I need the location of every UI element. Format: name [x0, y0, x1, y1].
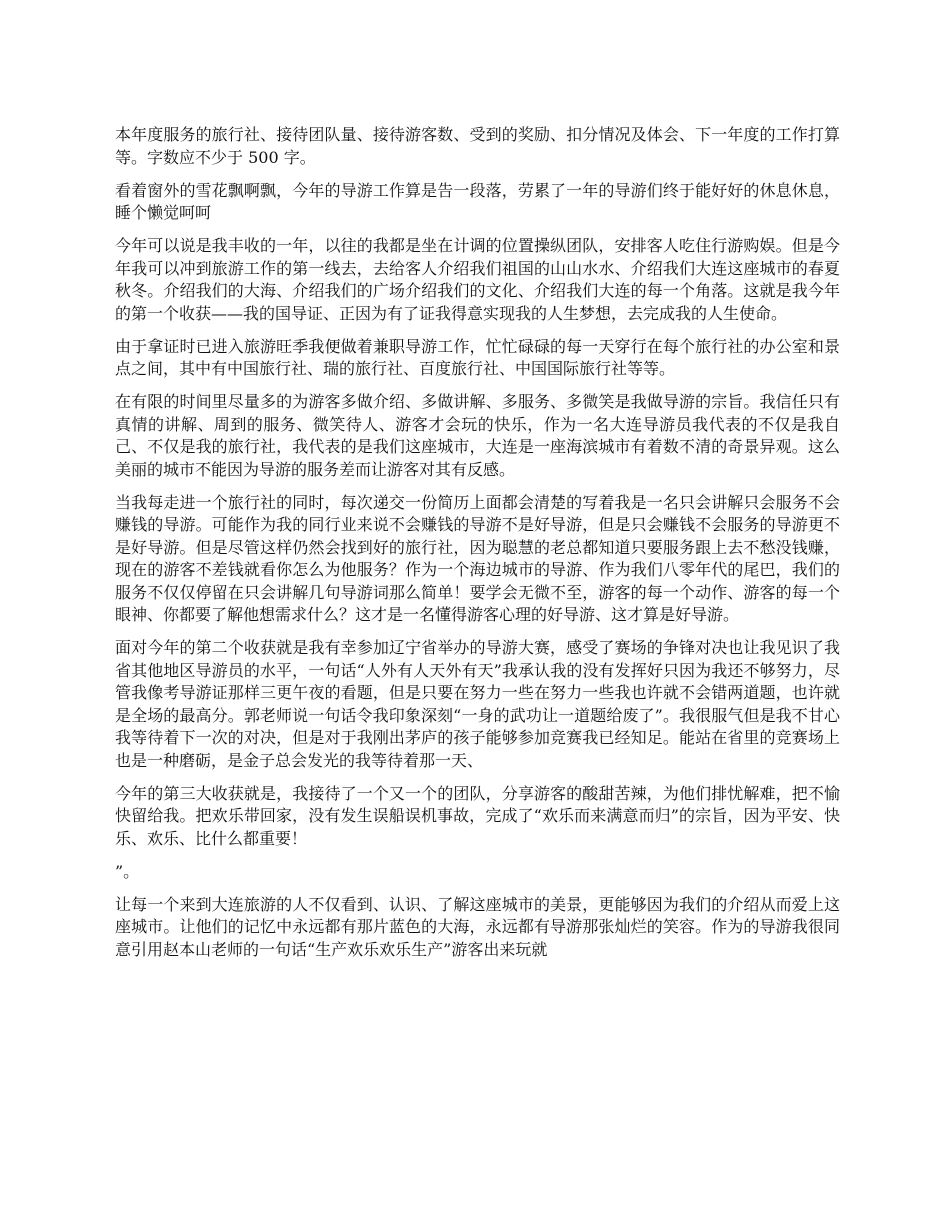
paragraph-opening-snow: 看着窗外的雪花飘啊飘，今年的导游工作算是告一段落，劳累了一年的导游们终于能好好的休息休息，睡个懒觉呵呵	[115, 180, 840, 222]
paragraph-closing-quote: ”。	[115, 861, 140, 881]
paragraph-love-dalian: 让每一个来到大连旅游的人不仅看到、认识、了解这座城市的美景，更能够因为我们的介绍从而爱上这座城市。让他们的记忆中永远都有那片蓝色的大海，永远都有导游那张灿烂的笑容。作为的导游我很同意引用赵本山老师的一句话“生产欢乐欢乐生产”游客出来玩就	[115, 894, 840, 959]
paragraph-first-harvest: 今年可以说是我丰收的一年，以往的我都是坐在计调的位置操纵团队，安排客人吃住行游购娱。但是今年我可以冲到旅游工作的第一线去，去给客人介绍我们祖国的山山水水、介绍我们大连这座城市的春夏秋冬。介绍我们的大海、介绍我们的广场介绍我们的文化、介绍我们大连的每一个角落。这就是我今年的第一个收获——我的国导证、正因为有了证我得意实现我的人生梦想，去完成我的人生使命。	[115, 236, 840, 323]
paragraph-third-harvest: 今年的第三大收获就是，我接待了一个又一个的团队，分享游客的酸甜苦辣，为他们排忧解难，把不愉快留给我。把欢乐带回家，没有发生误船误机事故，完成了“欢乐而来满意而归”的宗旨，因为平安、快乐、欢乐、比什么都重要！	[115, 783, 840, 848]
paragraph-good-guide: 当我每走进一个旅行社的同时，每次递交一份简历上面都会清楚的写着我是一名只会讲解只会服务不会赚钱的导游。可能作为我的同行业来说不会赚钱的导游不是好导游，但是只会赚钱不会服务的导游更不是好导游。但是尽管这样仍然会找到好的旅行社，因为聪慧的老总都知道只要服务跟上去不愁没钱赚，现在的游客不差钱就看你怎么为他服务？作为一个海边城市的导游、作为我们八零年代的尾巴，我们的服务不仅仅停留在只会讲解几句导游词那么简单！要学会无微不至，游客的每一个动作、游客的每一个眼神、你都要了解他想需求什么？这才是一名懂得游客心理的好导游、这才算是好导游。	[115, 492, 840, 624]
paragraph-part-time-guide: 由于拿证时已进入旅游旺季我便做着兼职导游工作，忙忙碌碌的每一天穿行在每个旅行社的办公室和景点之间，其中有中国旅行社、瑞的旅行社、百度旅行社、中国国际旅行社等等。	[115, 336, 840, 378]
paragraph-service-tenet: 在有限的时间里尽量多的为游客多做介绍、多做讲解、多服务、多微笑是我做导游的宗旨。我信任只有真情的讲解、周到的服务、微笑待人、游客才会玩的快乐，作为一名大连导游员我代表的不仅是我自己、不仅是我的旅行社，我代表的是我们这座城市，大连是一座海滨城市有着数不清的奇景异观。这么美丽的城市不能因为导游的服务差而让游客对其有反感。	[115, 392, 840, 479]
paragraph-annual-report-requirements: 本年度服务的旅行社、接待团队量、接待游客数、受到的奖励、扣分情况及体会、下一年度的工作打算等。字数应不少于 500 字。	[115, 125, 840, 167]
paragraph-second-harvest: 面对今年的第二个收获就是我有幸参加辽宁省举办的导游大赛，感受了赛场的争锋对决也让我见识了我省其他地区导游员的水平，一句话“人外有人天外有天”我承认我的没有发挥好只因为我还不够努力，尽管我像考导游证那样三更午夜的看题，但是只要在努力一些在努力一些我也许就不会错两道题，也许就是全场的最高分。郭老师说一句话令我印象深刻“一身的武功让一道题给废了”。我很服气但是我不甘心我等待着下一次的对决，但是对于我刚出茅庐的孩子能够参加竞赛我已经知足。能站在省里的竞赛场上也是一种磨砺，是金子总会发光的我等待着那一天、	[115, 638, 840, 770]
document-body	[115, 124, 840, 972]
